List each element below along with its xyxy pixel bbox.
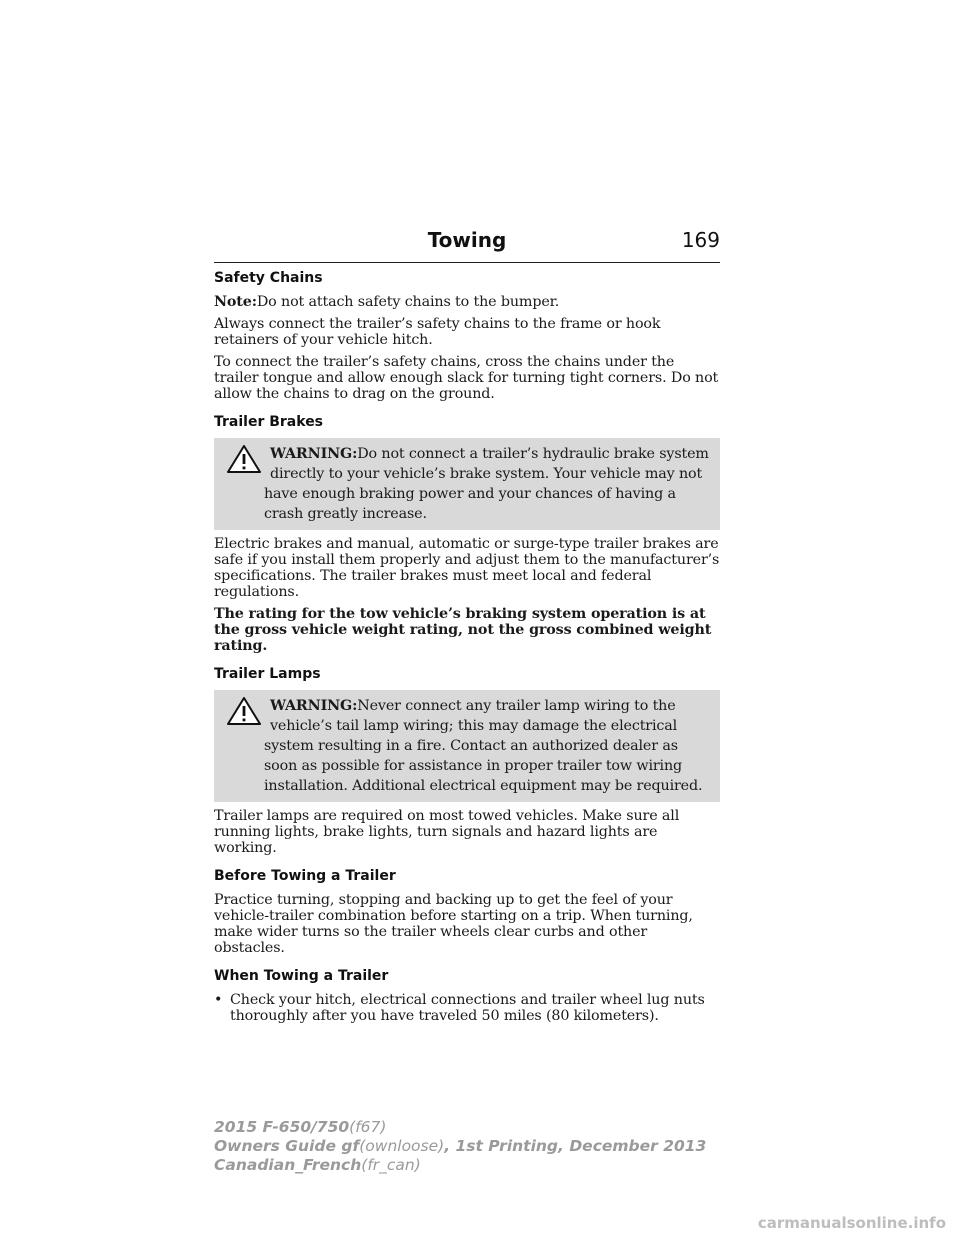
footer-line-3 <box>214 1156 774 1175</box>
warning-label: WARNING: <box>270 698 358 714</box>
warning-rest-text: directly to your vehicle’s brake system. Your vehicle may not have enough braking power and your chances of having a crash greatly increase. <box>264 466 703 522</box>
page-header <box>214 228 720 263</box>
before-towing-heading: Before Towing a Trailer <box>214 868 396 884</box>
bullet-text: Check your hitch, electrical connections and trailer wheel lug nuts thoroughly after you have traveled 50 miles (80 kilometers). <box>230 992 705 1024</box>
footer-line-2 <box>214 1137 774 1156</box>
warning-first-line <box>218 444 714 464</box>
section-title: Towing <box>427 228 507 252</box>
safety-chains-para-2: To connect the trailer’s safety chains, cross the chains under the trailer tongue and allow enough slack for turning tight corners. Do not allow the chains to drag on the ground. <box>214 354 719 402</box>
trailer-lamps-para-1: Trailer lamps are required on most towed vehicles. Make sure all running lights, brake lights, turn signals and hazard lights are working. <box>214 808 680 856</box>
footer-model: 2015 F-650/750 <box>214 1118 350 1136</box>
warning-first-text: Do not connect a trailer’s hydraulic brake system <box>357 446 709 462</box>
trailer-brakes-bold-para: The rating for the tow vehicle’s braking system operation is at the gross vehicle weight rating, not the gross combined weight rating. <box>214 606 712 654</box>
before-towing-para-1: Practice turning, stopping and backing up to get the feel of your vehicle-trailer combination before starting on a trip. When turning, make wider turns so the trailer wheels clear curbs and other obstacles. <box>214 892 693 956</box>
warning-label: WARNING: <box>270 446 358 462</box>
warning-triangle-icon <box>226 696 262 726</box>
footer-model-code: (f67) <box>349 1118 387 1136</box>
trailer-lamps-heading: Trailer Lamps <box>214 666 321 682</box>
warning-rest-text: vehicle’s tail lamp wiring; this may damage the electrical system resulting in a fire. Contact an authorized dealer as soon as possible for assistance in proper trailer tow wiring installation. Additional electrical equipment may be required. <box>264 718 703 794</box>
footer-guide-code: (ownloose) <box>359 1137 445 1155</box>
footer-line-1 <box>214 1118 774 1137</box>
when-towing-list <box>214 992 720 1024</box>
footer-locale-code: (fr_can) <box>361 1156 421 1174</box>
safety-chains-para-1: Always connect the trailer’s safety chains to the frame or hook retainers of your vehicle hitch. <box>214 316 661 348</box>
warning-first-text: Never connect any trailer lamp wiring to the <box>357 698 676 714</box>
trailer-lamps-warning <box>214 690 720 802</box>
footer-printing: , 1st Printing, December 2013 <box>444 1137 707 1155</box>
trailer-brakes-warning <box>214 438 720 530</box>
page-number: 169 <box>681 228 720 252</box>
trailer-brakes-para-1: Electric brakes and manual, automatic or surge-type trailer brakes are safe if you install them properly and adjust them to the manufacturer’s specifications. The trailer brakes must meet local and federal regulations. <box>214 536 720 600</box>
bullet-marker: • <box>214 992 223 1008</box>
when-towing-heading: When Towing a Trailer <box>214 968 389 984</box>
page-footer <box>214 1118 774 1175</box>
trailer-brakes-heading: Trailer Brakes <box>214 414 324 430</box>
watermark: carmanualsonline.info <box>757 1214 946 1232</box>
warning-triangle-icon <box>226 444 262 474</box>
safety-chains-note <box>214 294 720 310</box>
list-item <box>214 992 720 1024</box>
footer-guide: Owners Guide gf <box>214 1137 360 1155</box>
page-content <box>214 270 720 1024</box>
safety-chains-heading: Safety Chains <box>214 270 323 286</box>
warning-first-line <box>218 696 714 716</box>
note-label: Note: <box>214 294 257 310</box>
note-text: Do not attach safety chains to the bumper. <box>256 294 560 310</box>
footer-locale: Canadian_French <box>214 1156 362 1174</box>
